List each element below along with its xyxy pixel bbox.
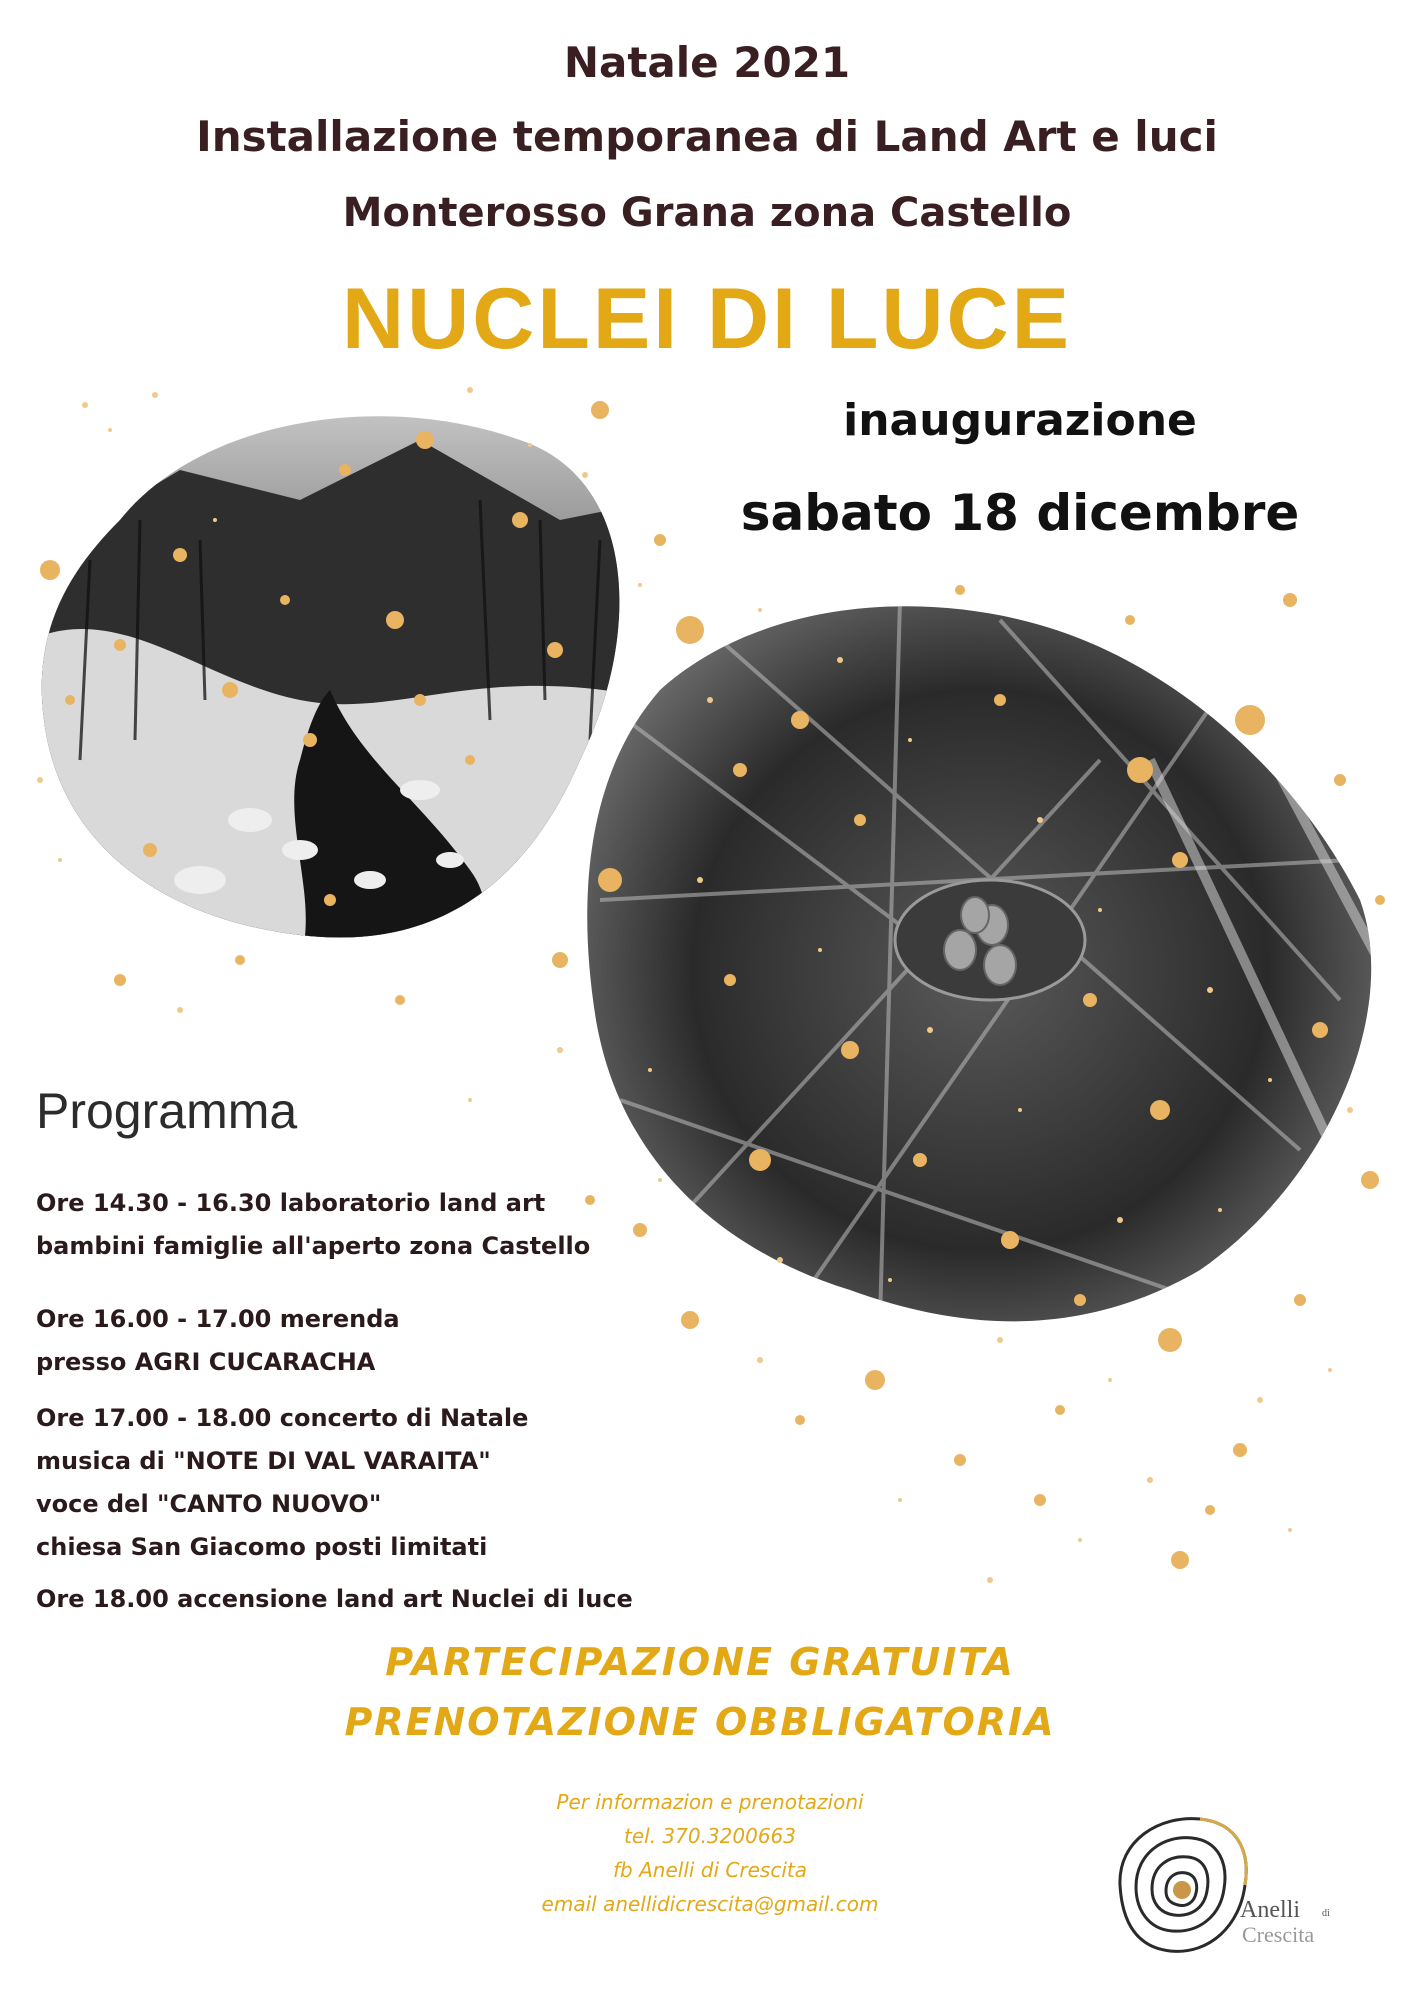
program-item xyxy=(36,1298,400,1384)
program-line: Ore 14.30 - 16.30 laboratorio land art xyxy=(36,1189,546,1217)
inauguration-label: inaugurazione xyxy=(843,395,1197,446)
free-participation-notice: PARTECIPAZIONE GRATUITA xyxy=(385,1640,1015,1684)
bird-nest-photo xyxy=(580,580,1400,1360)
program-line: presso AGRI CUCARACHA xyxy=(36,1348,376,1376)
program-item xyxy=(36,1397,528,1569)
contact-facebook[interactable]: fb Anelli di Crescita xyxy=(613,1858,807,1882)
booking-required-notice: PRENOTAZIONE OBBLIGATORIA xyxy=(344,1700,1056,1744)
contact-phone[interactable]: tel. 370.3200663 xyxy=(623,1824,797,1848)
program-line: bambini famiglie all'aperto zona Castello xyxy=(36,1232,591,1260)
program-item xyxy=(36,1578,633,1621)
header-year: Natale 2021 xyxy=(563,38,851,87)
program-item xyxy=(36,1182,590,1268)
program-line: chiesa San Giacomo posti limitati xyxy=(36,1533,488,1561)
header-subtitle: Installazione temporanea di Land Art e luci xyxy=(196,112,1218,161)
logo-di: di xyxy=(1322,1908,1330,1919)
logo-subtitle: Crescita xyxy=(1242,1922,1315,1947)
event-title: NUCLEI DI LUCE xyxy=(342,271,1072,367)
logo-name: Anelli xyxy=(1240,1897,1300,1923)
program-line: Ore 18.00 accensione land art Nuclei di luce xyxy=(36,1585,633,1613)
header-location: Monterosso Grana zona Castello xyxy=(342,190,1072,236)
contact-email[interactable]: email anellidicrescita@gmail.com xyxy=(541,1892,879,1916)
program-line: musica di "NOTE DI VAL VARAITA" xyxy=(36,1447,491,1475)
program-line: voce del "CANTO NUOVO" xyxy=(36,1490,382,1518)
program-heading: Programma xyxy=(36,1083,298,1139)
inauguration-date: sabato 18 dicembre xyxy=(740,484,1300,542)
program-line: Ore 16.00 - 17.00 merenda xyxy=(36,1305,400,1333)
program-line: Ore 17.00 - 18.00 concerto di Natale xyxy=(36,1404,529,1432)
contact-intro: Per informazion e prenotazioni xyxy=(556,1790,864,1814)
